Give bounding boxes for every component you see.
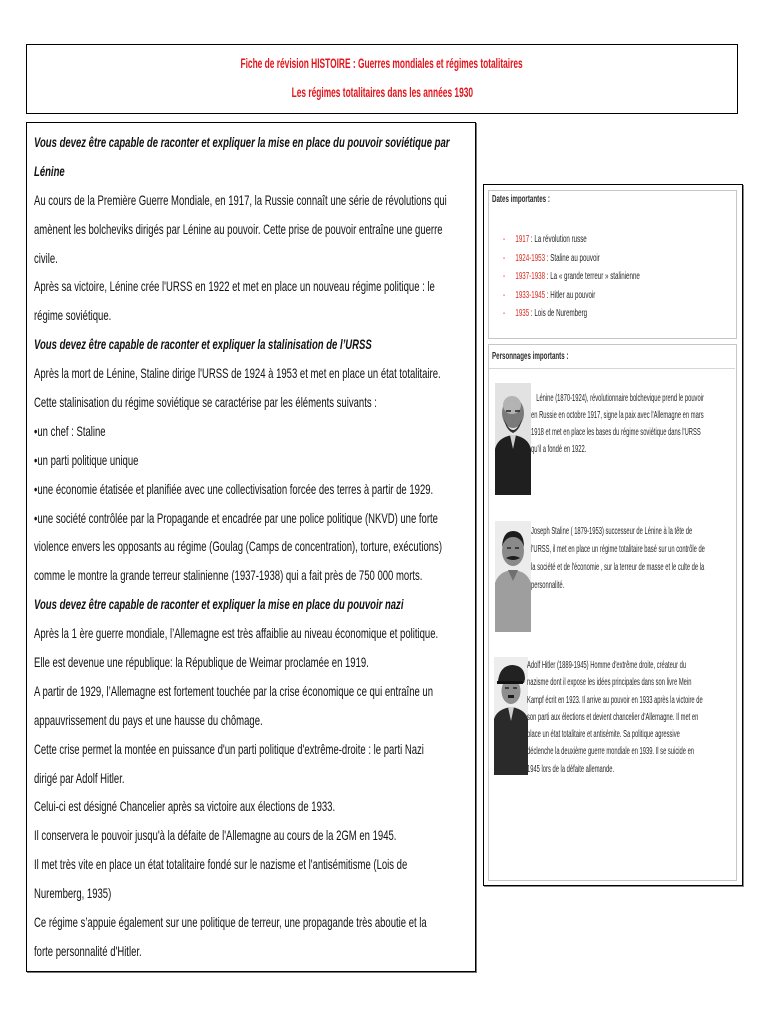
bio-line: place un état totalitaire et antisémite. Sa politique agressive — [527, 729, 680, 741]
bio-line: déclenche la deuxième guerre mondiale en 1939. Il se suicide en — [527, 746, 695, 758]
lesson-line: amènent les bolcheviks dirigés par Lénine au pouvoir. Cette prise de pouvoir entraîne une guerre — [34, 220, 443, 237]
lesson-line: Il met très vite en place un état totalitaire fondé sur le nazisme et l'antisémitisme (Lois de — [34, 856, 408, 873]
date-label: : Staline au pouvoir — [545, 252, 600, 264]
lesson-line: Après la 1 ère guerre mondiale, l’Allemagne est très affaiblie au niveau économique et politique. — [34, 625, 439, 642]
stalin-bio — [531, 523, 734, 595]
lesson-line: Nuremberg, 1935) — [34, 885, 112, 902]
lesson-line: •une société contrôlée par la Propagande et encadrée par une police politique (NKVD) une forte — [34, 509, 438, 526]
bio-line: 1945 lors de la défaite allemande. — [527, 763, 615, 775]
lesson-line: régime soviétique. — [34, 307, 112, 324]
people-divider — [489, 368, 735, 369]
hitler-portrait — [494, 657, 528, 775]
title-box — [26, 44, 738, 114]
bio-line: la société et de l'économie , sur la terreur de masse et le culte de la — [531, 562, 705, 573]
lesson-line: Ce régime s’appuie également sur une politique de terreur, une propagande très aboutie et la — [34, 914, 427, 931]
dates-list — [503, 231, 732, 324]
date-label: : Hitler au pouvoir — [545, 289, 596, 301]
bio-line: nazisme dont il expose les idées principales dans son livre Mein — [527, 677, 692, 689]
lesson-line: Celui-ci est désigné Chancelier après sa victoire aux élections de 1933. — [34, 798, 336, 815]
date-label: : La « grande terreur » stalinienne — [545, 271, 640, 282]
dash-bullet-icon — [503, 268, 515, 287]
bio-line: Kampf écrit en 1923. Il arrive au pouvoir en 1933 après la victoire de — [527, 694, 703, 706]
stalin-portrait — [495, 521, 531, 632]
bio-line: personnalité. — [531, 580, 565, 591]
date-item — [503, 287, 732, 306]
bio-line: 1918 et met en place les bases du régime soviétique dans l'URSS — [531, 427, 701, 438]
date-item — [503, 231, 732, 250]
lesson-line: Au cours de la Première Guerre Mondiale, en 1917, la Russie connaît une série de révolutions qui — [34, 191, 447, 208]
document-subtitle: Les régimes totalitaires dans les années 1930 — [291, 85, 473, 100]
date-year: 1917 — [515, 234, 530, 245]
bio-line: qu'il a fondé en 1922. — [531, 444, 587, 455]
lesson-line: Elle est devenue une république: la République de Weimar proclamée en 1919. — [34, 654, 369, 671]
people-heading: Personnages importants : — [492, 351, 569, 362]
hitler-bio — [527, 657, 730, 778]
dash-bullet-icon — [503, 250, 515, 269]
lesson-line: •un chef : Staline — [34, 422, 106, 439]
bio-line: en Russie en octobre 1917, signe la paix avec l'Allemagne en mars — [531, 410, 704, 421]
lesson-line: Après sa victoire, Lénine crée l'URSS en 1922 et met en place un nouveau régime politique : le — [34, 278, 435, 295]
date-label: : La révolution russe — [529, 234, 587, 245]
lesson-line: A partir de 1929, l’Allemagne est fortement touchée par la crise économique ce qui entraîne un — [34, 682, 434, 699]
date-year: 1933-1945 — [515, 289, 546, 301]
dash-bullet-icon — [503, 231, 515, 250]
objective-heading: Vous devez être capable de raconter et expliquer la mise en place du pouvoir nazi — [34, 596, 404, 613]
lesson-box — [26, 122, 476, 972]
objective-heading: Vous devez être capable de raconter et expliquer la mise en place du pouvoir soviétique par — [34, 134, 450, 150]
title-line-2-row — [27, 83, 737, 103]
bio-line: Lénine (1870-1924), révolutionnaire bolchevique prend le pouvoir — [536, 393, 704, 404]
lesson-line: Cette stalinisation du régime soviétique se caractérise par les éléments suivants : — [34, 394, 377, 411]
bio-line: l'URSS, il met en place un régime totalitaire basé sur un contrôle de — [531, 544, 705, 555]
bio-line: son parti aux élections et devient chancelier d'Allemagne. Il met en — [527, 711, 699, 723]
dash-bullet-icon — [503, 287, 515, 306]
lesson-line: violence envers les opposants au régime (Goulag (Camps de concentration), torture, exécutions) — [34, 538, 442, 555]
lesson-text — [34, 128, 466, 966]
dash-bullet-icon — [503, 305, 515, 324]
objective-heading: Lénine — [34, 162, 65, 179]
lesson-line: •une économie étatisée et planifiée avec une collectivisation forcée des terres à partir de 1929. — [34, 480, 434, 497]
lesson-line: appauvrissement du pays et une hausse du chômage. — [34, 711, 263, 728]
lesson-line: comme le montre la grande terreur stalinienne (1937-1938) qui a fait près de 750 000 morts. — [34, 567, 423, 584]
date-item — [503, 268, 732, 287]
date-item — [503, 305, 732, 324]
lenin-portrait — [495, 383, 531, 495]
date-year: 1937-1938 — [515, 271, 546, 282]
lenin-bio — [531, 390, 734, 458]
date-label: : Lois de Nuremberg — [529, 308, 588, 319]
lesson-line: Après la mort de Lénine, Staline dirige l'URSS de 1924 à 1953 et met en place un état totalitaire. — [34, 365, 441, 382]
title-line-1-row — [27, 54, 737, 74]
bio-line: Adolf Hitler (1889-1945) Homme d'extrême droite, créateur du — [527, 660, 687, 671]
document-title: Fiche de révision HISTOIRE : Guerres mondiales et régimes totalitaires — [240, 56, 524, 71]
lesson-line: civile. — [34, 249, 58, 266]
lesson-line: forte personnalité d'Hitler. — [34, 942, 142, 959]
dates-heading: Dates importantes : — [492, 194, 550, 205]
bio-line: Joseph Staline ( 1879-1953) successeur de Lénine à la tête de — [531, 526, 693, 537]
lesson-line: Cette crise permet la montée en puissance d'un parti politique d'extrême-droite : le parti Nazi — [34, 740, 424, 757]
lesson-line: Il conservera le pouvoir jusqu'à la défaite de l'Allemagne au cours de la 2GM en 1945. — [34, 827, 397, 844]
lesson-line: dirigé par Adolf Hitler. — [34, 769, 125, 786]
date-year: 1924-1953 — [515, 252, 546, 264]
objective-heading: Vous devez être capable de raconter et expliquer la stalinisation de l’URSS — [34, 336, 372, 353]
date-item — [503, 250, 732, 269]
date-year: 1935 — [515, 308, 530, 319]
lesson-line: •un parti politique unique — [34, 451, 139, 468]
